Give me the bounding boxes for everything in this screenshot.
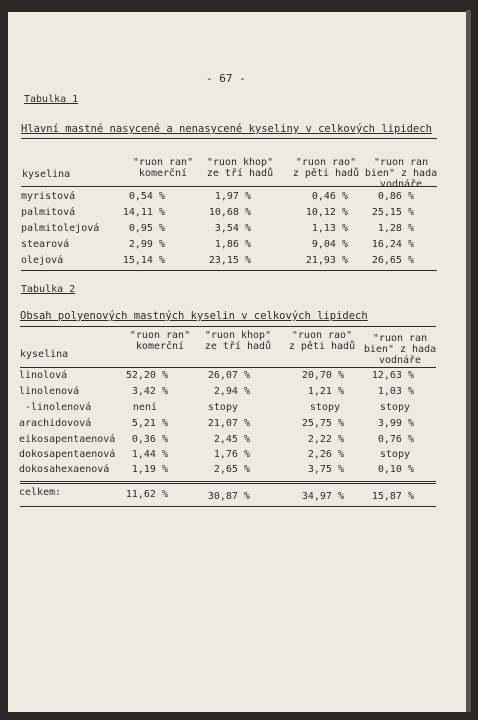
table2-cell: 3,42 % [131,386,168,397]
table1-cell: 10,68 % [208,207,251,218]
table1-cell: 1,97 % [214,191,251,202]
table1-cell: 0,54 % [128,191,165,202]
table1-cell: 3,54 % [214,223,251,234]
table2-cell: stopy [379,402,410,413]
table2-cell: 2,45 % [213,434,250,445]
table1-cell: 1,28 % [377,223,414,234]
table2-cell: 1,44 % [131,449,168,460]
table2-cell: 0,76 % [377,434,414,445]
table2-row2-label: linolenová [19,386,80,397]
table2-row4-label: arachidovová [19,418,92,429]
table2-cell: 20,70 % [301,370,344,381]
table2-cell: 2,22 % [307,434,344,445]
table1-row3-label: palmitolejová [21,223,100,234]
table2-row3-label: -linolenová [25,402,92,413]
table2-row7-label: dokosahexaenová [19,464,110,475]
table2-title: Obsah polyenových mastných kyselin v celkových lipidech [20,310,368,322]
table2-caption: Tabulka 2 [21,284,76,295]
page-edge [466,10,471,712]
table2-cell: 2,65 % [213,464,250,475]
page-number: - 67 - [206,72,246,85]
table2-total-label: celkem: [19,487,62,498]
table1-col3-header: "ruon rao" z pěti hadů [292,157,360,179]
table1-row2-label: palmitová [21,207,76,218]
table1-cell: 26,65 % [371,255,414,266]
table2-cell: 1,76 % [213,449,250,460]
table2-row5-label: eikosapentaenová [19,434,116,445]
table2-col1-header: "ruon ran" komerční [129,330,191,352]
table1-col1-header: "ruon ran" komerční [132,157,194,179]
table2-cell: 52,20 % [125,370,168,381]
document-page [8,12,466,712]
table2-row1-label: linolová [19,370,68,381]
table2-cell: 12,63 % [371,370,414,381]
table2-header-rule [20,367,436,368]
table2-cell: stopy [379,449,410,460]
table2-cell: 26,07 % [207,370,250,381]
table1-col2-header: "ruon khop" ze tří hadů [206,157,274,179]
table2-cell: stopy [207,402,238,413]
table2-total-rule-top [20,481,436,482]
table1-cell: 0,46 % [311,191,348,202]
table2-cell: 0,10 % [377,464,414,475]
table1-caption: Tabulka 1 [24,94,79,105]
table1-cell: 25,15 % [371,207,414,218]
table2-col4-header: "ruon ran bien" z hada vodnáře [363,333,437,366]
table1-cell: 2,99 % [128,239,165,250]
table2-total-rule-top-2 [20,483,436,484]
table2-total-cell: 34,97 % [301,491,344,502]
table2-cell: 1,21 % [307,386,344,397]
table2-col3-header: "ruon rao" z pěti hadů [288,330,356,352]
table2-row-header: kyselina [20,349,69,360]
table1-row4-label: stearová [21,239,70,250]
table2-cell: 2,94 % [213,386,250,397]
table2-cell: 5,21 % [131,418,168,429]
table1-cell: 1,86 % [214,239,251,250]
table2-row6-label: dokosapentaenová [19,449,116,460]
table1-cell: 14,11 % [122,207,165,218]
table2-cell: 3,99 % [377,418,414,429]
table1-row1-label: myristová [21,191,76,202]
table1-cell: 9,04 % [311,239,348,250]
table1-col4-header: "ruon ran bien" z hada vodnáře [364,157,438,190]
table1-cell: 15,14 % [122,255,165,266]
table1-cell: 0,86 % [377,191,414,202]
table2-cell: 1,03 % [377,386,414,397]
table1-bottom-rule [21,270,437,271]
table2-top-rule [20,326,436,327]
table2-total-cell: 15,87 % [371,491,414,502]
table1-row-header: kyselina [22,169,71,180]
table1-title: Hlavní mastné nasycené a nenasycené kyseliny v celkových lipidech [21,123,432,135]
table1-cell: 23,15 % [208,255,251,266]
table2-cell: 21,07 % [207,418,250,429]
table2-col2-header: "ruon khop" ze tří hadů [204,330,272,352]
table2-cell: 3,75 % [307,464,344,475]
table1-cell: 21,93 % [305,255,348,266]
table2-bottom-rule [20,506,436,507]
table1-row5-label: olejová [21,255,64,266]
table2-cell: stopy [309,402,340,413]
table1-cell: 0,95 % [128,223,165,234]
table2-cell: není [132,402,157,413]
table2-cell: 1,19 % [131,464,168,475]
table1-cell: 1,13 % [311,223,348,234]
table1-header-rule [21,186,437,187]
table1-cell: 16,24 % [371,239,414,250]
table2-cell: 0,36 % [131,434,168,445]
table2-cell: 25,75 % [301,418,344,429]
table1-top-rule [21,138,437,139]
table2-total-cell: 11,62 % [125,489,168,500]
table2-total-cell: 30,87 % [207,491,250,502]
table1-cell: 10,12 % [305,207,348,218]
table2-cell: 2,26 % [307,449,344,460]
